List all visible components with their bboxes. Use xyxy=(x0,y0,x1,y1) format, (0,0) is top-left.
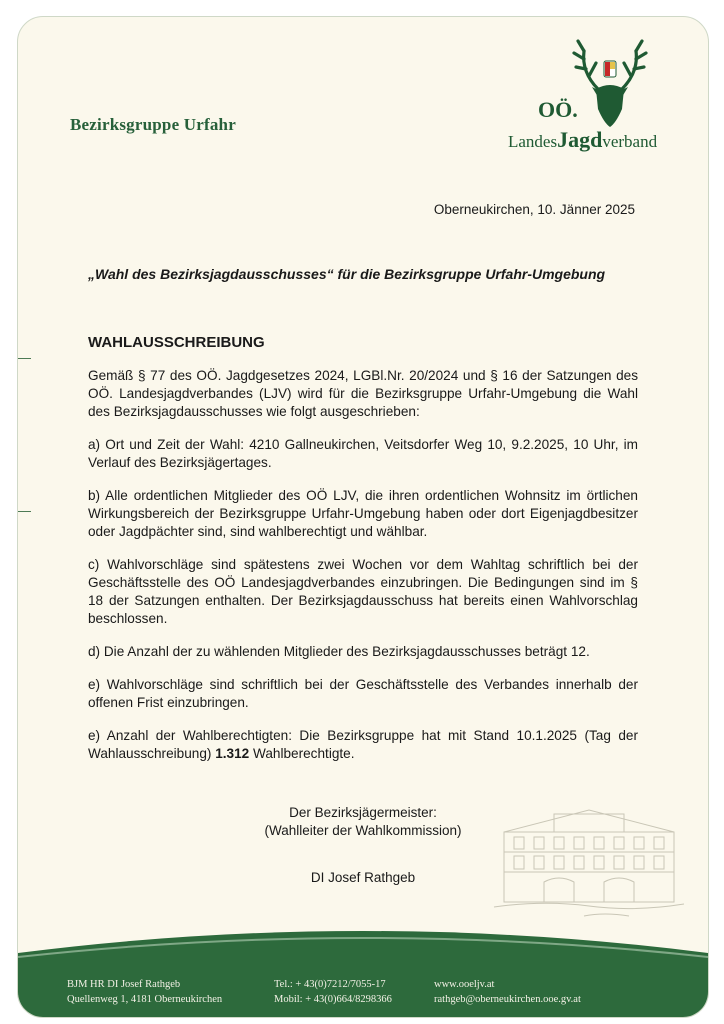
fold-mark-top xyxy=(18,358,31,359)
footer-name: BJM HR DI Josef Rathgeb xyxy=(67,979,181,990)
logo-word-landes: Landes xyxy=(508,132,558,151)
signature-block xyxy=(218,804,508,887)
letter-page xyxy=(17,16,709,1018)
paragraph-a: a) Ort und Zeit der Wahl: 4210 Gallneukirchen, Veitsdorfer Weg 10, 9.2.2025, 10 Uhr, im Verlauf des Bezirksjägertages. xyxy=(88,437,638,470)
signature-role: (Wahlleiter der Wahlkommission) xyxy=(264,823,462,838)
letter-subject: „Wahl des Bezirksjagdausschusses“ für die Bezirksgruppe Urfahr-Umgebung xyxy=(88,266,606,282)
footer-contact xyxy=(18,977,708,1017)
fold-mark-bottom xyxy=(18,511,31,512)
logo-word-verband: verband xyxy=(602,132,658,151)
logo-oo: OÖ. xyxy=(538,97,578,122)
signature-name: DI Josef Rathgeb xyxy=(310,870,416,885)
building-sketch-icon xyxy=(484,792,694,922)
count-text-before: e) Anzahl der Wahlberechtigten: Die Bezirksgruppe hat mit Stand 10.1.2025 (Tag der Wahlausschreibung) xyxy=(88,728,638,761)
letter-heading: WAHLAUSSCHREIBUNG xyxy=(88,334,265,351)
footer-web-link[interactable]: www.ooeljv.at xyxy=(434,979,495,990)
count-text-after: Wahlberechtigte. xyxy=(249,746,355,761)
letter-date: Oberneukirchen, 10. Jänner 2025 xyxy=(433,202,635,217)
paragraph-c: c) Wahlvorschläge sind spätestens zwei Wochen vor dem Wahltag schriftlich bei der Geschäftsstelle des OÖ Landesjagdverbandes einzubringen. Die Bedingungen sind im § 18 der Satzungen enthalten. Der Bezirksjagdausschuss hat bereits einen Wahlvorschlag beschlossen. xyxy=(88,557,638,626)
footer-mobil: Mobil: + 43(0)664/8298366 xyxy=(274,994,392,1005)
letter-body xyxy=(88,367,638,778)
org-name: Bezirksgruppe Urfahr xyxy=(70,115,236,134)
deer-head-crest-icon xyxy=(570,31,650,131)
footer-email-link[interactable]: rathgeb@oberneukirchen.ooe.gv.at xyxy=(434,994,581,1005)
landesjagdverband-logo xyxy=(508,31,698,161)
paragraph-d: d) Die Anzahl der zu wählenden Mitglieder des Bezirksjagdausschusses beträgt 12. xyxy=(88,644,590,659)
logo-wordmark xyxy=(508,127,698,153)
paragraph-e: e) Wahlvorschläge sind schriftlich bei der Geschäftsstelle des Verbandes innerhalb der offenen Frist einzubringen. xyxy=(88,677,638,710)
paragraph-intro: Gemäß § 77 des OÖ. Jagdgesetzes 2024, LGBl.Nr. 20/2024 und § 16 der Satzungen des OÖ. Landesjagdverbandes (LJV) wird für die Bezirksgruppe Urfahr-Umgebung die Wahl des Bezirksjagdausschusses wie folgt ausgeschrieben: xyxy=(88,368,638,419)
paragraph-e-count xyxy=(88,727,638,763)
paragraph-b: b) Alle ordentlichen Mitglieder des OÖ LJV, die ihren ordentlichen Wohnsitz im örtlichen Wirkungsbereich der Bezirksgruppe Urfahr-Umgebung haben oder dort Eigenjagdbesitzer oder Jagdpächter sind, sind wahlberechtigt und wählbar. xyxy=(88,488,638,539)
logo-word-jagd: Jagd xyxy=(557,127,603,152)
footer-tel: Tel.: + 43(0)7212/7055-17 xyxy=(274,979,386,990)
voter-count: 1.312 xyxy=(215,746,250,761)
signature-title: Der Bezirksjägermeister: xyxy=(289,805,437,820)
footer-address: Quellenweg 1, 4181 Oberneukirchen xyxy=(67,994,223,1005)
